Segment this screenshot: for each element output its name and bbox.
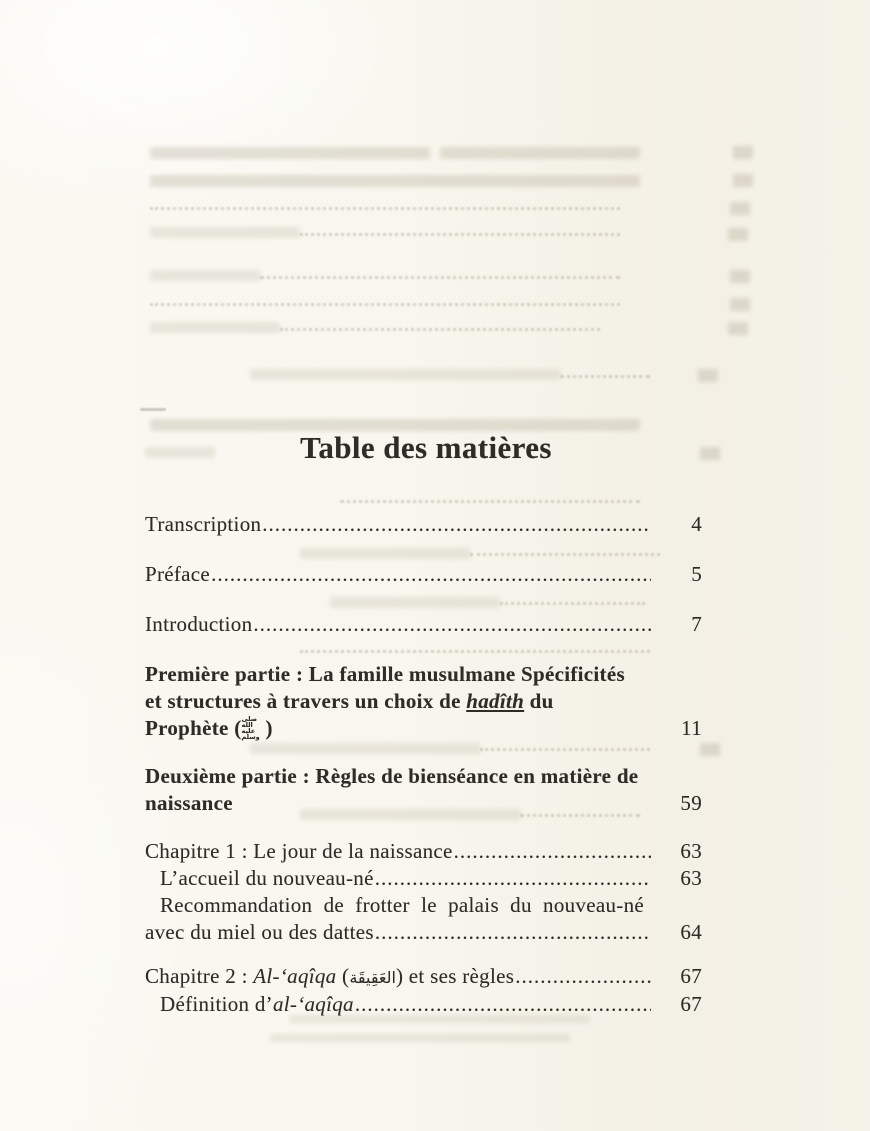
dot-leader bbox=[253, 611, 651, 638]
bleedthrough-line bbox=[150, 207, 620, 210]
part1-line2: et structures à travers un choix de hadîth du bbox=[145, 689, 554, 713]
hadith-term: hadîth bbox=[466, 689, 525, 713]
toc-entry-chapter2 bbox=[145, 963, 702, 991]
entry-label: Préface bbox=[145, 562, 211, 586]
entry-label: Définition d’al-‘aqîqa bbox=[160, 992, 354, 1016]
entry-label: Chapitre 2 : Al-‘aqîqa (العَقِيقَة) et ses règles bbox=[145, 964, 515, 988]
bleedthrough-line bbox=[733, 174, 753, 187]
table-of-contents bbox=[145, 511, 702, 1018]
bleedthrough-line bbox=[560, 375, 650, 378]
bleedthrough-line bbox=[733, 146, 753, 159]
part1-line1: Première partie : La famille musulmane Spécificités bbox=[145, 662, 625, 686]
page-number: 59 bbox=[680, 791, 702, 815]
toc-entry-chapter1-sub2 bbox=[145, 892, 702, 946]
toc-entry-introduction bbox=[145, 611, 702, 638]
toc-entry-chapter1-sub1 bbox=[145, 865, 702, 892]
bleedthrough-line bbox=[700, 743, 720, 756]
bleedthrough-line bbox=[270, 1034, 570, 1042]
part2-line2: naissance bbox=[145, 791, 233, 815]
entry-label bbox=[145, 661, 654, 742]
arabic-term: العَقِيقَة bbox=[349, 968, 396, 987]
dot-leader bbox=[375, 919, 651, 946]
bleedthrough-line bbox=[280, 328, 600, 331]
aqiqa-term: al-‘aqîqa bbox=[272, 992, 354, 1016]
toc-entry-chapter1 bbox=[145, 838, 702, 865]
bleedthrough-line bbox=[150, 322, 280, 333]
dot-leader bbox=[211, 561, 651, 588]
entry-label bbox=[145, 763, 654, 817]
bleedthrough-line bbox=[730, 270, 750, 283]
dot-leader bbox=[454, 838, 651, 865]
dot-leader bbox=[375, 865, 651, 892]
page-number: 5 bbox=[691, 562, 702, 586]
page-number: 64 bbox=[680, 920, 702, 944]
bleedthrough-line bbox=[150, 227, 300, 238]
bleedthrough-line bbox=[300, 233, 620, 236]
page-number: 67 bbox=[680, 992, 702, 1016]
bleedthrough-line bbox=[150, 175, 640, 187]
bleedthrough-line bbox=[728, 228, 748, 241]
toc-entry-chapter2-sub1 bbox=[145, 991, 702, 1018]
toc-entry-part1 bbox=[145, 661, 702, 742]
part1-line3: Prophète (صلى الله عليه وسلم ) bbox=[145, 715, 273, 741]
bleedthrough-line bbox=[150, 270, 260, 281]
dot-leader bbox=[262, 511, 651, 538]
entry-label-line2: avec du miel ou des dattes bbox=[145, 920, 374, 944]
dot-leader bbox=[355, 991, 651, 1018]
entry-label: L’accueil du nouveau-né bbox=[160, 866, 374, 890]
prophet-salutation-symbol: صلى الله عليه وسلم bbox=[241, 715, 260, 741]
bleedthrough-line bbox=[730, 202, 750, 215]
bleedthrough-line bbox=[730, 298, 750, 311]
toc-entry-transcription bbox=[145, 511, 702, 538]
page-number: 7 bbox=[691, 612, 702, 636]
page-number: 63 bbox=[680, 839, 702, 863]
page-number: 4 bbox=[691, 512, 702, 536]
entry-label-line2-row bbox=[145, 919, 702, 946]
bleedthrough-line bbox=[440, 147, 640, 159]
toc-entry-part2 bbox=[145, 763, 702, 817]
entry-label-line1: Recommandation de frotter le palais du nouveau-né bbox=[160, 893, 644, 917]
bleedthrough-line bbox=[260, 276, 620, 279]
toc-entry-preface bbox=[145, 561, 702, 588]
page-number: 67 bbox=[680, 964, 702, 988]
aqiqa-term: Al-‘aqîqa bbox=[253, 964, 337, 988]
bleedthrough-line bbox=[250, 369, 560, 380]
dot-leader bbox=[515, 963, 651, 990]
bleedthrough-line bbox=[340, 500, 640, 503]
pen-mark bbox=[140, 408, 166, 411]
entry-label: Chapitre 1 : Le jour de la naissance bbox=[145, 839, 453, 863]
page-number: 63 bbox=[680, 866, 702, 890]
page-title: Table des matières bbox=[300, 430, 552, 465]
bleedthrough-line bbox=[150, 147, 430, 159]
bleedthrough-line bbox=[728, 322, 748, 335]
entry-label: Introduction bbox=[145, 612, 253, 636]
entry-label: Transcription bbox=[145, 512, 262, 536]
page-number: 11 bbox=[681, 716, 702, 740]
part2-line1: Deuxième partie : Règles de bienséance en matière de bbox=[145, 764, 639, 788]
bleedthrough-line bbox=[150, 303, 620, 306]
bleedthrough-line bbox=[698, 369, 718, 382]
